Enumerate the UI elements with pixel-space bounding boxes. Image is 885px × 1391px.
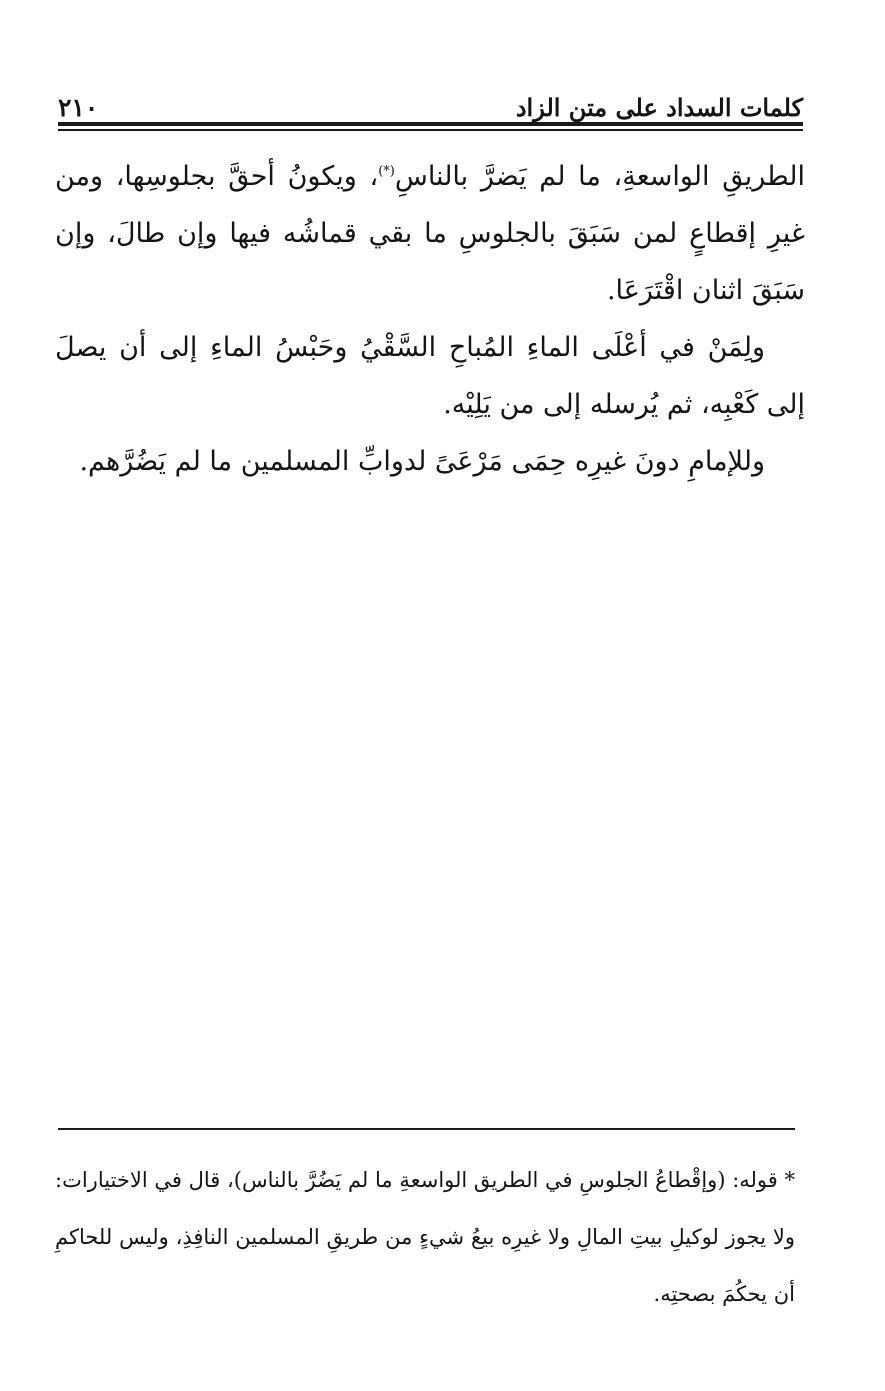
header-rule-thin [58,129,803,131]
footnote-text: * قوله: (وإقْطاعُ الجلوسِ في الطريق الواسعةِ ما لم يَضُرَّ بالناس)، قال في الاختيارات: ولا يجوز لوكيلِ بيتِ المالِ ولا غيرِه بيعُ شيءٍ من طريقِ المسلمين النافِذِ، وليس للحاكمِ أن يحكُمَ بصحتِه. [55,1168,795,1306]
page-number: ٢١٠ [58,93,99,122]
main-text [55,148,805,490]
running-title: كلمات السداد على متن الزاد [515,93,803,122]
footnote-marker: (*) [378,164,395,179]
footnote-separator [58,1128,795,1130]
header-rule-thick [58,122,803,126]
paragraph-1-end: ، ويكونُ أحقَّ بجلوسِها، ومن غيرِ إقطاعٍ لمن سَبَقَ بالجلوسِ ما بقي قماشُه فيها وإن طالَ، وإن سَبَقَ اثنان اقْتَرَعَا. [55,161,805,306]
paragraph-3: وللإمامِ دونَ غيرِه حِمَى مَرْعَىً لدوابِّ المسلمين ما لم يَضُرَّهم. [79,446,765,477]
footnote [55,1152,795,1323]
paragraph-1-start: الطريقِ الواسعةِ، ما لم يَضرَّ بالناسِ [394,161,805,192]
paragraph-1 [55,148,805,319]
paragraph-2: ولِمَنْ في أعْلَى الماءِ المُباحِ السَّقْيُ وحَبْسُ الماءِ إلى أن يصلَ إلى كَعْبِه، ثم يُرسله إلى من يَلِيْه. [55,332,805,420]
page-header [58,80,803,120]
